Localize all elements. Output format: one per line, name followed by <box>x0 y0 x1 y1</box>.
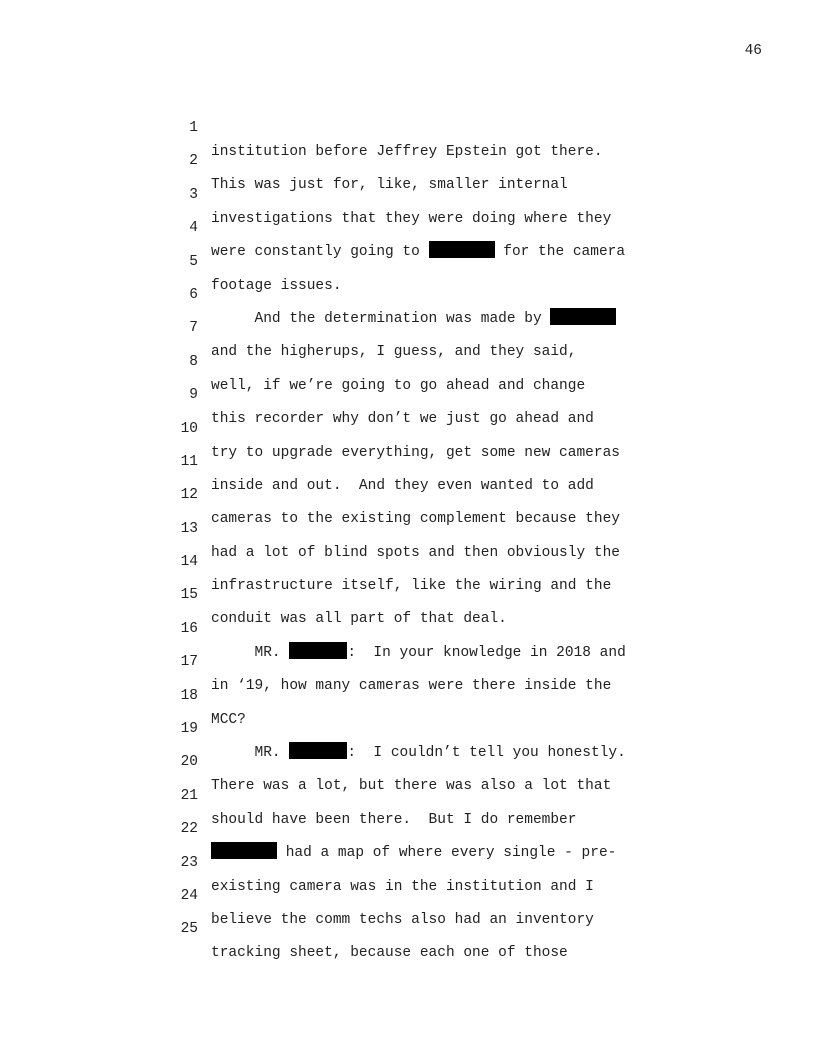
line-number: 20 <box>180 754 198 771</box>
transcript-line <box>172 459 672 528</box>
line-text: footage issues. <box>211 277 342 294</box>
line-number: 2 <box>189 153 198 170</box>
line-text: inside and out. And they even wanted to add <box>211 477 594 494</box>
transcript-line <box>172 92 672 160</box>
line-number: 5 <box>189 253 198 270</box>
transcript-line <box>172 827 672 895</box>
line-text: in ‘19, how many cameras were there inside the <box>211 678 612 695</box>
transcript-line <box>172 259 672 327</box>
line-number: 23 <box>180 854 198 871</box>
transcript-line <box>172 226 672 294</box>
line-text: and the higherups, I guess, and they said, <box>211 344 577 361</box>
line-number: 8 <box>189 353 198 370</box>
line-text: try to upgrade everything, get some new cameras <box>211 444 620 461</box>
line-number: 12 <box>180 487 198 504</box>
transcript-line <box>172 559 672 628</box>
line-text: believe the comm techs also had an inventory <box>211 911 594 928</box>
line-number: 9 <box>189 387 198 404</box>
line-text: this recorder why don’t we just go ahead and <box>211 411 594 428</box>
line-number: 14 <box>180 554 198 571</box>
transcript-line <box>172 860 672 928</box>
line-number: 15 <box>180 587 198 604</box>
transcript-line <box>172 793 672 862</box>
transcript-line <box>172 326 672 394</box>
line-text: There was a lot, but there was also a lot that <box>211 778 612 795</box>
line-number: 6 <box>189 286 198 303</box>
transcript-line <box>172 493 672 561</box>
line-text: institution before Jeffrey Epstein got there. <box>211 144 603 160</box>
line-number: 21 <box>180 787 198 804</box>
line-number: 17 <box>180 654 198 671</box>
line-text-segment: for the camera <box>494 244 626 261</box>
transcript-line <box>172 159 672 227</box>
line-number: 13 <box>180 520 198 537</box>
line-number: 22 <box>180 821 198 838</box>
line-text-segment: And the determination was made by <box>211 310 551 327</box>
line-number: 11 <box>180 453 198 470</box>
transcript-line <box>172 726 672 795</box>
line-text: should have been there. But I do remember <box>211 811 577 828</box>
line-text-segment: were constantly going to <box>211 244 429 261</box>
transcript-line <box>172 893 672 962</box>
line-text: tracking sheet, because each one of those <box>211 945 568 962</box>
line-text-segment: : In your knowledge in 2018 and <box>347 644 626 661</box>
line-number: 18 <box>180 687 198 704</box>
transcript-line <box>172 526 672 595</box>
line-text: infrastructure itself, like the wiring and the <box>211 578 612 595</box>
transcript-line <box>172 125 672 194</box>
line-number: 4 <box>189 220 198 237</box>
line-text: MCC? <box>211 711 246 728</box>
line-number: 1 <box>189 120 198 136</box>
transcript-line <box>172 593 672 661</box>
line-number: 7 <box>189 320 198 337</box>
transcript-line <box>172 760 672 828</box>
line-number: 10 <box>180 420 198 437</box>
transcript-line <box>172 426 672 494</box>
line-text: This was just for, like, smaller internal <box>211 177 568 194</box>
line-number: 25 <box>180 921 198 938</box>
transcript-line <box>172 693 672 762</box>
transcript-body <box>172 92 672 962</box>
transcript-line <box>172 359 672 428</box>
line-text: had a lot of blind spots and then obviously the <box>211 544 620 561</box>
transcript-line <box>172 660 672 728</box>
line-number: 16 <box>180 620 198 637</box>
page-number: 46 <box>744 43 762 59</box>
transcript-line <box>172 626 672 695</box>
line-text: existing camera was in the institution and I <box>211 878 594 895</box>
line-text: conduit was all part of that deal. <box>211 611 507 628</box>
line-text-segment: MR. <box>211 644 290 661</box>
line-number: 19 <box>180 721 198 738</box>
line-text-segment: : I couldn’t tell you honestly. <box>347 745 626 762</box>
line-number: 24 <box>180 887 198 904</box>
line-text-segment: MR. <box>211 745 290 762</box>
line-text: cameras to the existing complement because they <box>211 511 620 528</box>
transcript-line <box>172 192 672 261</box>
line-text: well, if we’re going to go ahead and change <box>211 377 586 394</box>
transcript-line <box>172 393 672 461</box>
line-text-segment: had a map of where every single - pre- <box>277 845 617 862</box>
line-number: 3 <box>189 186 198 203</box>
transcript-line <box>172 292 672 361</box>
line-text: investigations that they were doing where they <box>211 210 612 227</box>
